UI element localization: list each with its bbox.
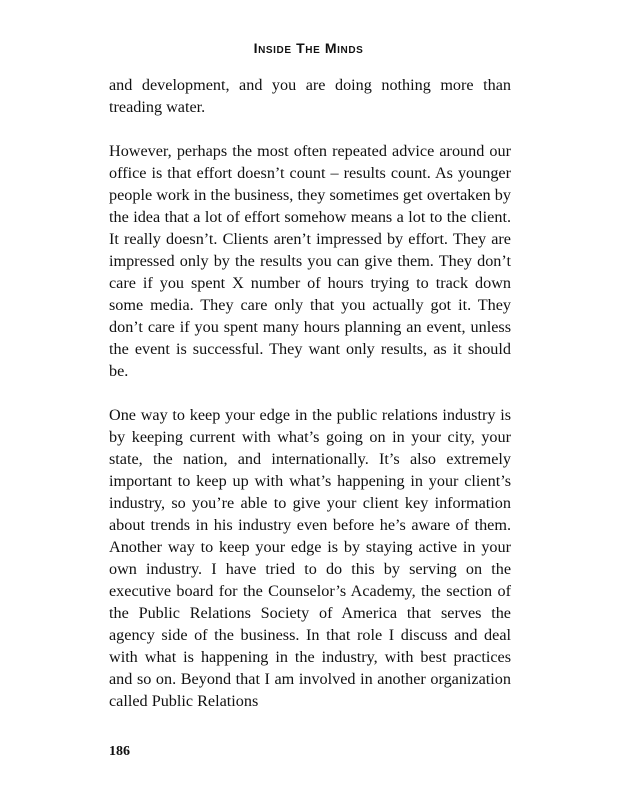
paragraph-keep-your-edge: One way to keep your edge in the public relations industry is by keeping current with what’s going on in your city, your state, the nation, and internationally. It’s also extremely important to keep up with what’s happening in your client’s industry, so you’re able to give your client key information about trends in his industry even before he’s aware of them. Another way to keep your edge is by staying active in your own industry. I have tried to do this by serving on the executive board for the Counselor’s Academy, the section of the Public Relations Society of America that serves the agency side of the business. In that role I discuss and deal with what is happening in the industry, with best practices and so on. Beyond that I am involved in another organization called Public Relations (109, 406, 511, 710)
running-head-title: Inside The Minds (253, 40, 364, 56)
page-number: 186 (109, 744, 130, 759)
body-text (109, 74, 511, 734)
paragraph-results-count: However, perhaps the most often repeated advice around our office is that effort doesn’t count – results count. As younger people work in the business, they sometimes get overtaken by the idea that a lot of effort somehow means a lot to the client. It really doesn’t. Clients aren’t impressed by effort. They are impressed only by the results you can give them. They don’t care if you spent X number of hours trying to track down some media. They care only that you actually got it. They don’t care if you spent many hours planning an event, unless the event is successful. They want only results, as it should be. (109, 142, 511, 380)
paragraph-continuation: and development, and you are doing nothing more than treading water. (109, 76, 511, 116)
